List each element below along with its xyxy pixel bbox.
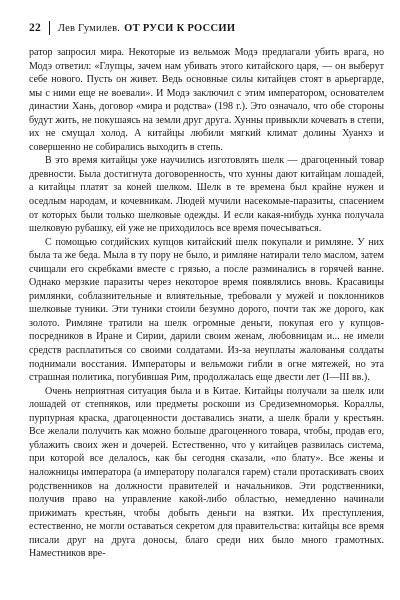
header-title: ОТ РУСИ К РОССИИ <box>124 22 236 34</box>
paragraph-3: С помощью согдийских купцов китайский шелк покупали и римляне. У них была та же беда. Мыла в ту пору не было, и римляне натирали тело маслом, затем счищали его скребками вместе с грязью, а после разминались в горячей ванне. Однако мерзкие паразиты через некоторое время появлялись вновь. Красавицы римлянки, соблазнительные и влиятельные, требовали у мужей и поклонников шелковые туники. Эти туники стоили безумно дорого, почти так же дорого, как золото. Римляне тратили на шелк огромные деньги, покупая его у купцов-посредников в Иране и Сирии, дарили своим женам, любовницам и... не имели средств расплатиться со своими солдатами. Из-за неуплаты жалованья солдаты поднимали восстания. Императоры и вельможи гибли в огне мятежей, но эта страшная политика, погубившая Рим, продолжалась еще двести лет (I—III вв.). <box>29 236 384 384</box>
header-divider <box>49 21 50 35</box>
body-text <box>29 46 384 561</box>
paragraph-4: Очень неприятная ситуация была и в Китае. Китайцы получали за шелк или лошадей от степняков, или предметы роскоши из Средиземноморья. Кораллы, пурпурная краска, драгоценности доставались знати, а шелк брали у крестьян. Все желали получить как можно больше драгоценного товара, чтобы, продав его, ублажить своих жен и дочерей. Естественно, что у китайцев развилась система, при которой все делалось, как бы сегодня сказали, «по блату». Все жены и наложницы императора (а императору полагался гарем) стали протаскивать своих родственников на должности правителей и начальников. Эти родственники, получив право на управление какой-либо областью, немедленно начинали прижимать крестьян, чтобы добыть деньги на взятки. Их преступления, естественно, не могли оставаться секретом для правительства: китайцы все время писали друг на друга доносы, благо среди них было много грамотных. Наместников вре- <box>29 385 384 560</box>
running-header <box>29 18 384 38</box>
book-page <box>29 18 384 588</box>
paragraph-1: ратор запросил мира. Некоторые из вельмож Модэ предлагали убить врага, но Модэ ответил: «Глупцы, зачем нам убивать этого китайского царя, — он выберут себе нового. Пусть он живет. Ведь основные силы китайцев стоят в арьергарде, мы с ними еще не воевали». И Модэ заключил с этим императором, основателем династии Хань, договор «мира и родства» (198 г.). Это означало, что обе стороны будут жить, не покушаясь на земли друг друга. Хунны привыкли кочевать в степи, их не смущал холод. А китайцы любили мягкий климат долины Хуанхэ и совершенно не собирались выходить в степь. <box>29 47 384 153</box>
page-number: 22 <box>29 22 41 34</box>
header-author: Лев Гумилев. <box>57 22 121 34</box>
paragraph-2: В это время китайцы уже научились изготовлять шелк — драгоценный товар древности. Была достигнута договоренность, что хунны дают китайцам лошадей, а китайцы платят за коней шелком. Шелк в те времена был крайне нужен и оседлым народам, и кочевникам. Людей мучили насекомые-паразиты, спасением от которых были только шелковые одежды. И если какая-нибудь хунка получала шелковую рубашку, ей уже не приходилось все время почесываться. <box>29 155 384 235</box>
